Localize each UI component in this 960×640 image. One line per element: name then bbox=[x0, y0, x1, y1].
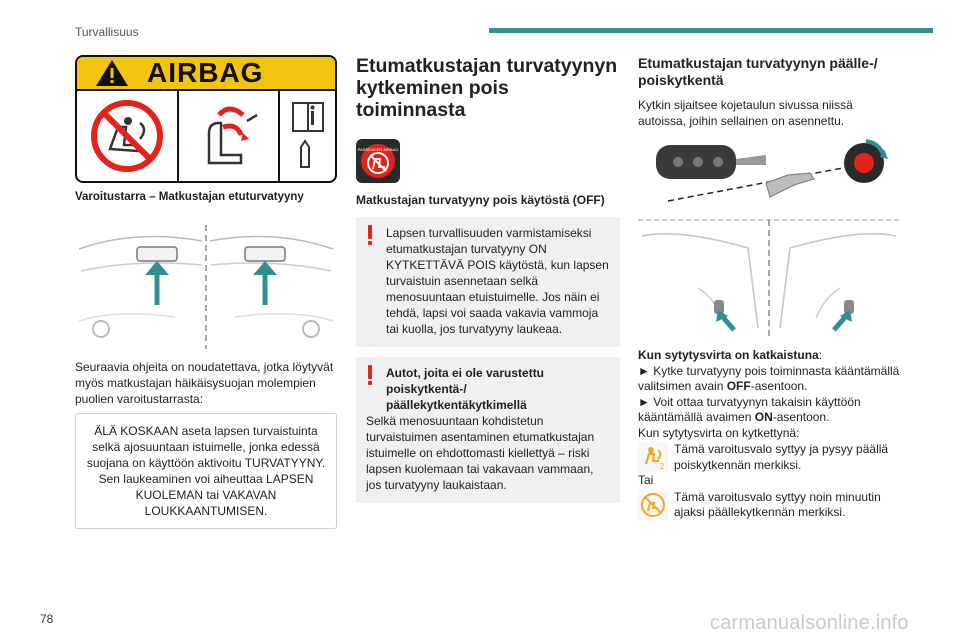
section-heading-deactivate: Etumatkustajan turvatyynyn kytkeminen pois toiminnasta bbox=[356, 55, 618, 121]
step-on bbox=[638, 395, 900, 426]
sun-visor-illustration bbox=[75, 221, 337, 351]
lamp-on-text: Tämä varoitusvalo syttyy noin minuutin ajaksi päällekytkennän merkiksi. bbox=[674, 489, 881, 519]
switch-instructions bbox=[638, 348, 900, 521]
warning-note-1-text: Lapsen turvallisuuden varmistamiseksi etumatkustajan turvatyyny ON KYTKETTÄVÄ POIS käytöstä, kun lapsen turvaistuin asennetaan selkä menosuuntaan etuistuimelle. Jos näin ei tehdä, lapsi voi saada vakavia vammoja tai kuolla, jos turvatyyny laukeaa. bbox=[386, 226, 609, 336]
step-off-suffix: -asentoon. bbox=[750, 379, 808, 393]
off-keyword: OFF bbox=[726, 379, 751, 393]
page-number: 78 bbox=[40, 612, 54, 626]
airbag-on-warning-lamp-icon bbox=[638, 490, 668, 520]
airbag-off-warning-lamp-icon bbox=[638, 442, 668, 472]
on-keyword: ON bbox=[754, 410, 773, 424]
colon: : bbox=[818, 348, 823, 362]
step-off bbox=[638, 364, 900, 395]
warning-note-1 bbox=[356, 217, 620, 347]
manual-info-icon bbox=[280, 91, 335, 181]
intro-text: Seuraavia ohjeita on noudatettava, jotka löytyvät myös matkustajan häikäisysuojan molempien puolien varoitustarrasta: bbox=[75, 360, 334, 406]
warning-note-2 bbox=[356, 357, 620, 503]
airbag-warning-label bbox=[75, 55, 337, 183]
airbag-word: AIRBAG bbox=[147, 57, 264, 88]
lamp-off-text: Tämä varoitusvalo syttyy ja pysyy päällä poiskytkennän merkiksi. bbox=[674, 442, 889, 472]
key-switch-illustration bbox=[638, 139, 900, 214]
airbag-icon-text: PASSENGER AIRBAG bbox=[358, 147, 398, 152]
no-rear-facing-seat-icon bbox=[77, 91, 179, 181]
lamp-off-row bbox=[638, 442, 900, 473]
label-caption: Varoitustarra – Matkustajan etuturvatyyny bbox=[75, 191, 304, 203]
svg-text:2: 2 bbox=[660, 462, 665, 470]
warning-triangle-icon bbox=[77, 58, 147, 88]
dashboard-side-illustration bbox=[638, 218, 900, 340]
passenger-airbag-off-icon bbox=[356, 139, 400, 183]
airbag-deploy-icon bbox=[179, 91, 281, 181]
warning-note-2-text: Selkä menosuuntaan kohdistetun turvaistuimen asentaminen etumatkustajan istuimelle on ehdottomasti kiellettyä – riski lapsen kuolemaan tai vakavaan vammaan, jos turvatyyny laukaistaan. bbox=[366, 414, 595, 492]
lamp-on-row bbox=[638, 490, 900, 521]
switch-location-text: Kytkin sijaitsee kojetaulun sivussa niissä autoissa, joihin sellainen on asennettu. bbox=[638, 98, 853, 128]
step-off-text: ► Kytke turvatyyny pois toiminnasta kääntämällä valitsimen avain bbox=[638, 363, 900, 393]
column-left bbox=[75, 55, 337, 529]
exclamation-icon bbox=[366, 365, 374, 385]
section-heading-switch: Etumatkustajan turvatyynyn päälle-/ poiskytkentä bbox=[638, 55, 878, 88]
child-seat-warning: ÄLÄ KOSKAAN aseta lapsen turvaistuinta selkä ajosuuntaan istuimelle, jonka edessä suojana on käyttöön aktivoitu TURVATYYNY. Sen laukeaminen voi aiheuttaa LAPSEN KUOLEMAN tai VAKAVAN LOUKKAANTUMISEN. bbox=[75, 413, 337, 529]
airbag-label-header bbox=[77, 57, 335, 91]
column-middle bbox=[356, 55, 620, 503]
airbag-pictograms bbox=[77, 91, 335, 181]
site-watermark: carmanualsonline.info bbox=[710, 612, 909, 634]
step-on-text: ► Voit ottaa turvatyynyn takaisin käyttöön kääntämällä avaimen bbox=[638, 394, 861, 424]
column-right bbox=[638, 55, 900, 521]
off-caption: Matkustajan turvatyyny pois käytöstä (OFF) bbox=[356, 193, 605, 207]
header-accent-bar bbox=[489, 28, 933, 33]
section-title: Turvallisuus bbox=[75, 25, 139, 39]
exclamation-icon bbox=[366, 225, 374, 245]
or-text: Tai bbox=[638, 473, 654, 487]
ignition-off-heading: Kun sytytysvirta on katkaistuna bbox=[638, 348, 819, 362]
ignition-on-heading: Kun sytytysvirta on kytkettynä: bbox=[638, 425, 800, 440]
warning-note-2-title: Autot, joita ei ole varustettu poiskytkentä-/ päällekytkentäkytkimellä bbox=[386, 366, 545, 412]
step-on-suffix: -asentoon. bbox=[772, 410, 830, 424]
